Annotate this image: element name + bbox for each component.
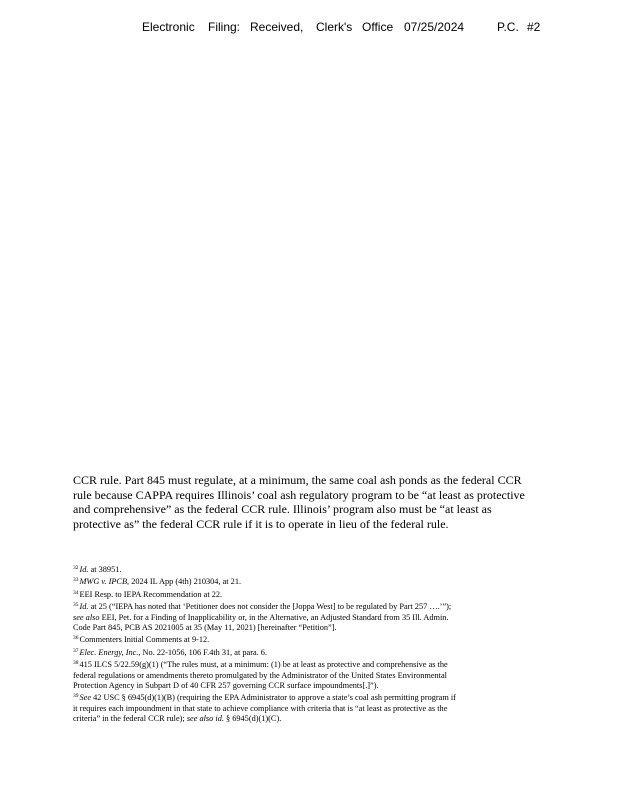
body-paragraph [73,473,563,531]
footnote-text: , No. 22-1056, 106 F.4th 31, at para. 6. [138,647,268,657]
header-clerks: Clerk's [316,20,353,34]
footnote-text: EEI Resp. to IEPA Recommendation at 22. [79,589,223,599]
header-filing: Filing: [208,20,241,34]
footnote-number: 38 [73,660,79,667]
footnote [73,600,563,633]
footnote [73,691,563,724]
footnote-number: 37 [73,647,79,654]
footnote-text: 415 ILCS 5/22.59(g)(1) (“The rules must, at a minimum: (1) be at least as protective and comprehensive as the [79,660,448,670]
footnote-number: 39 [73,693,79,700]
footnote-signal: see also id. [186,714,224,724]
footnote-number: 35 [73,602,79,609]
footnote-text: Code Part 845, PCB AS 2021005 at 35 (May 11, 2021) [hereinafter “Petition”]. [73,623,337,633]
footnote-citation: Elec. Energy, Inc. [79,647,139,657]
footnotes [73,563,563,725]
footnote [73,563,563,575]
footnote-citation: Id. [79,565,89,574]
page-header [142,20,562,36]
footnote-text: , 2024 IL App (4th) 210304, at 21. [127,577,242,587]
footnote [73,646,563,658]
header-electronic: Electronic [142,20,195,34]
footnote-number: 33 [73,577,79,584]
header-received: Received, [250,20,304,34]
footnote-text: criteria” in the federal CCR rule); [73,714,187,724]
footnote-number: 34 [73,589,79,596]
footnote-text: at 25 (“IEPA has noted that ‘Petitioner does not consider the [Joppa West] to be regulated by Part 257 ….’”); [88,602,452,612]
footnote-text: it requires each impoundment in that state to achieve compliance with criteria that is “at least as protective as the [73,703,448,713]
header-pc: P.C. [497,20,519,34]
body-line: and comprehensive” as the federal CCR rule. Illinois’ program also must be “at least as [73,502,492,516]
footnote-signal: See [79,693,92,703]
body-line: CCR rule. Part 845 must regulate, at a minimum, the same coal ash ponds as the federal CCR [73,473,522,487]
footnote-citation: MWG v. IPCB [79,577,128,587]
header-date: 07/25/2024 [404,20,465,34]
header-office: Office [362,20,394,34]
footnote [73,588,563,600]
footnote-text: Commenters Initial Comments at 9-12. [79,635,210,645]
footnote [73,633,563,645]
footnote-signal: see also [73,612,100,622]
footnote-text: federal regulations or amendments thereto promulgated by the Administrator of the United States Environmental [73,670,447,680]
footnote-number: 36 [73,635,79,642]
footnote-text: at 38951. [88,565,122,574]
footnote [73,575,563,587]
footnote [73,658,563,691]
footnote-text: EEI, Pet. for a Finding of Inapplicability or, in the Alternative, an Adjusted Standard from 35 Ill. Admin. [99,612,449,622]
header-number: #2 [527,20,541,34]
footnote-number: 32 [73,565,79,571]
body-line: rule because CAPPA requires Illinois’ coal ash regulatory program to be “at least as protective [73,487,525,502]
body-line: protective as” the federal CCR rule if it is to operate in lieu of the federal rule. [73,516,449,531]
footnote-text: § 6945(d)(1)(C). [223,714,282,724]
footnote-text: 42 USC § 6945(d)(1)(B) (requiring the EPA Administrator to approve a state’s coal ash permitting program if [91,693,456,703]
footnote-citation: Id. [79,602,89,612]
footnote-text: Protection Agency in Subpart D of 40 CFR 257 governing CCR surface impoundments[.]”). [73,681,379,691]
